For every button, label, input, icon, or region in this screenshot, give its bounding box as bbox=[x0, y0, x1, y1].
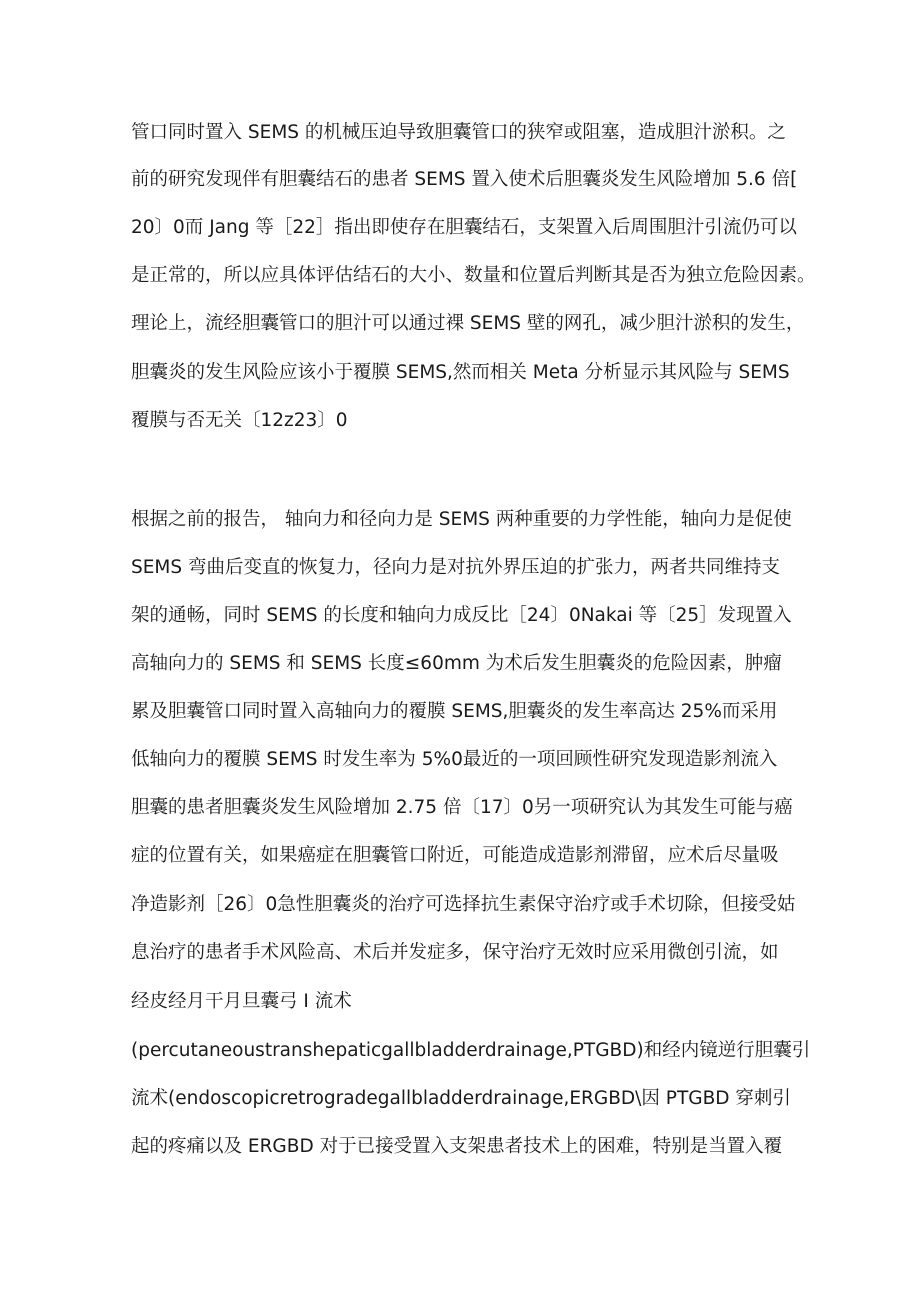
paragraph-2-line-1: 根据之前的报告， 轴向力和径向力是 SEMS 两种重要的力学性能，轴向力是促使 bbox=[131, 509, 792, 530]
paragraph-1-line-2: 前的研究发现伴有胆囊结石的患者 SEMS 置入使术后胆囊炎发生风险增加 5.6 倍[ bbox=[131, 169, 798, 190]
paragraph-2-line-3: 架的通畅，同时 SEMS 的长度和轴向力成反比［24〕0Nakai 等〔25］发现置入 bbox=[131, 605, 792, 626]
paragraph-2-line-4: 高轴向力的 SEMS 和 SEMS 长度≤60mm 为术后发生胆囊炎的危险因素，肿瘤 bbox=[131, 653, 782, 674]
paragraph-2-line-9: 净造影剂［26〕0急性胆囊炎的治疗可选择抗生素保守治疗或手术切除，但接受姑 bbox=[131, 894, 796, 915]
paragraph-1-line-1: 管口同时置入 SEMS 的机械压迫导致胆囊管口的狭窄或阻塞，造成胆汁淤积。之 bbox=[131, 122, 786, 143]
paragraph-1-line-3: 20〕0而 Jang 等［22］指出即使存在胆囊结石，支架置入后周围胆汁引流仍可以 bbox=[131, 217, 797, 238]
paragraph-1-line-6: 胆囊炎的发生风险应该小于覆膜 SEMS,然而相关 Meta 分析显示其风险与 SEMS bbox=[131, 362, 790, 383]
paragraph-2-line-10: 息治疗的患者手术风险高、术后并发症多，保守治疗无效时应采用微创引流，如 bbox=[131, 942, 779, 963]
paragraph-2-line-2: SEMS 弯曲后变直的恢复力，径向力是对抗外界压迫的扩张力，两者共同维持支 bbox=[131, 557, 781, 578]
paragraph-1-line-4: 是正常的，所以应具体评估结石的大小、数量和位置后判断其是否为独立危险因素。 bbox=[131, 265, 816, 286]
paragraph-2-line-14: 起的疼痛以及 ERGBD 对于已接受置入支架患者技术上的困难，特别是当置入覆 bbox=[131, 1136, 783, 1157]
paragraph-2-line-7: 胆囊的患者胆囊炎发生风险增加 2.75 倍〔17〕0另一项研究认为其发生可能与癌 bbox=[131, 797, 793, 818]
paragraph-2-line-8: 症的位置有关，如果癌症在胆囊管口附近，可能造成造影剂滞留，应术后尽量吸 bbox=[131, 845, 779, 866]
paragraph-1-line-7: 覆膜与否无关〔12z23〕0 bbox=[131, 410, 348, 431]
paragraph-2-line-6: 低轴向力的覆膜 SEMS 时发生率为 5%0最近的一项回顾性研究发现造影剂流入 bbox=[131, 749, 778, 770]
paragraph-2-line-11: 经皮经月干月旦囊弓 I 流术 bbox=[131, 991, 352, 1012]
paragraph-2-line-13: 流术(endoscopicretrogradegallbladderdrainage,ERGBD\因 PTGBD 穿刺引 bbox=[131, 1088, 791, 1109]
paragraph-2-line-5: 累及胆囊管口同时置入高轴向力的覆膜 SEMS,胆囊炎的发生率高达 25%而采用 bbox=[131, 701, 778, 722]
paragraph-1-line-5: 理论上，流经胆囊管口的胆汁可以通过裸 SEMS 壁的网孔，减少胆汁淤积的发生， bbox=[131, 313, 805, 334]
paragraph-2-line-12: (percutaneoustranshepaticgallbladderdrainage,PTGBD)和经内镜逆行胆囊引 bbox=[131, 1040, 811, 1061]
